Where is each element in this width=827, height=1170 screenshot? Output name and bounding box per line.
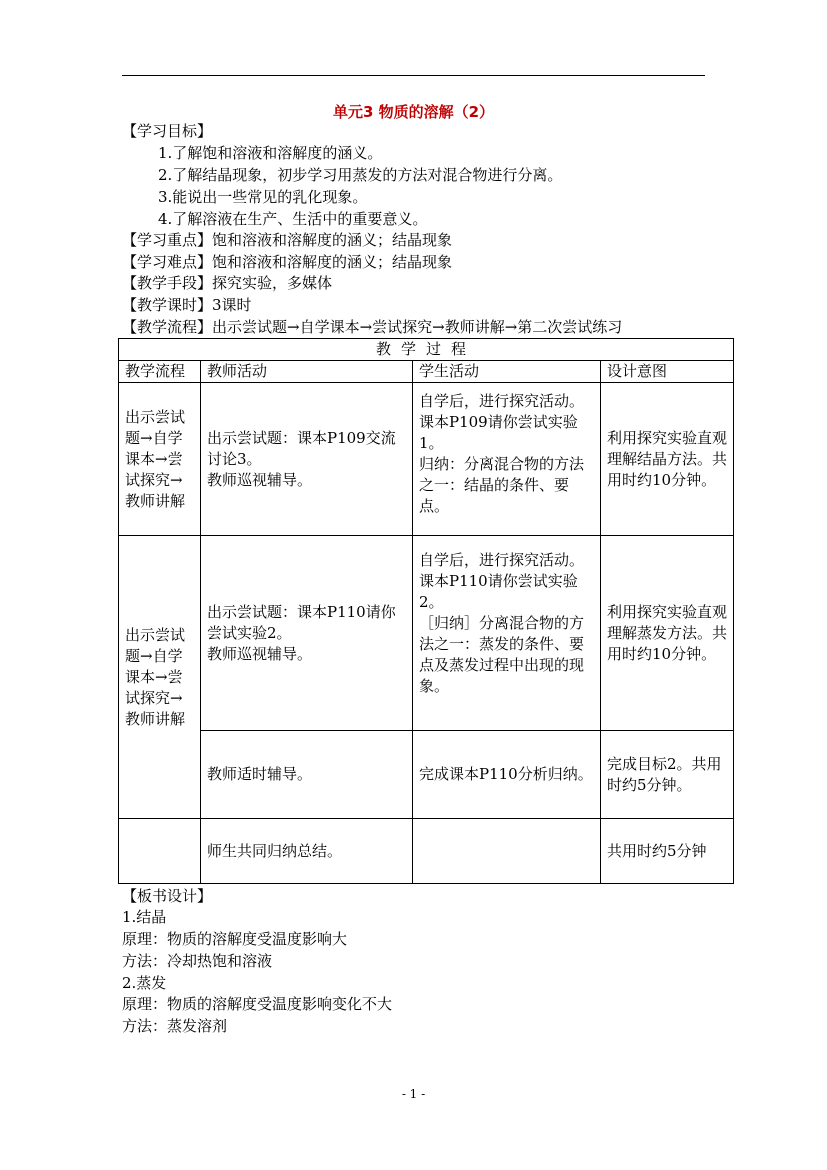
table-row (119, 383, 734, 536)
meta-label: 【教学手段】 (122, 274, 213, 292)
meta-periods (122, 295, 252, 316)
intent-cell: 共用时约5分钟 (601, 819, 734, 884)
objectives-heading: 【学习目标】 (122, 122, 213, 140)
header-student: 学生活动 (413, 361, 601, 383)
student-cell: 自学后，进行探究活动。课本P110请你尝试实验2。 ［归纳］分离混合物的方法之一：蒸发的条件、要点及蒸发过程中出现的现象。 (413, 536, 601, 731)
table-row (119, 819, 734, 884)
board-line-5: 原理：物质的溶解度受温度影响变化不大 (122, 995, 393, 1013)
meta-value: 3课时 (212, 296, 252, 314)
table-row (119, 536, 734, 731)
header-rule (122, 75, 705, 76)
board-line-1: 1.结晶 (122, 908, 167, 926)
page-number: - 1 - (401, 1087, 426, 1101)
objective-item-3: 3.能说出一些常见的乳化现象。 (158, 188, 368, 206)
intent-cell: 利用探究实验直观理解结晶方法。共用时约10分钟。 (601, 383, 734, 536)
meta-flow (122, 317, 622, 338)
student-cell (413, 819, 601, 884)
table-header-row (119, 361, 734, 383)
teacher-cell: 出示尝试题：课本P109交流讨论3。 教师巡视辅导。 (201, 383, 413, 536)
meta-value: 出示尝试题→自学课本→尝试探究→教师讲解→第二次尝试练习 (212, 318, 623, 336)
table-row (119, 731, 734, 819)
meta-label: 【学习重点】 (122, 231, 213, 249)
header-teacher: 教师活动 (201, 361, 413, 383)
meta-value: 饱和溶液和溶解度的涵义；结晶现象 (212, 253, 453, 271)
flow-cell: 出示尝试题→自学课本→尝试探究→教师讲解 (119, 536, 201, 819)
flow-cell: 出示尝试题→自学课本→尝试探究→教师讲解 (119, 383, 201, 536)
meta-value: 探究实验，多媒体 (212, 274, 333, 292)
teacher-cell: 出示尝试题：课本P110请你尝试实验2。 教师巡视辅导。 (201, 536, 413, 731)
board-line-6: 方法：蒸发溶剂 (122, 1017, 228, 1035)
student-cell: 完成课本P110分析归纳。 (413, 731, 601, 819)
meta-methods (122, 273, 332, 294)
flow-cell (119, 819, 201, 884)
meta-label: 【学习难点】 (122, 253, 213, 271)
table-caption: 教学过程 (119, 339, 734, 361)
page-title: 单元3 物质的溶解（2） (332, 103, 495, 121)
objective-item-4: 4.了解溶液在生产、生活中的重要意义。 (158, 210, 428, 228)
teacher-cell: 师生共同归纳总结。 (201, 819, 413, 884)
table-caption-row (119, 339, 734, 361)
meta-label: 【教学流程】 (122, 318, 213, 336)
objective-item-2: 2.了解结晶现象，初步学习用蒸发的方法对混合物进行分离。 (158, 166, 563, 184)
teacher-cell: 教师适时辅导。 (201, 731, 413, 819)
board-heading: 【板书设计】 (122, 887, 213, 905)
meta-label: 【教学课时】 (122, 296, 213, 314)
meta-key-points (122, 230, 452, 251)
meta-difficulties (122, 252, 452, 273)
meta-value: 饱和溶液和溶解度的涵义；结晶现象 (212, 231, 453, 249)
intent-cell: 完成目标2。共用时约5分钟。 (601, 731, 734, 819)
student-cell: 自学后，进行探究活动。课本P109请你尝试实验1。 归纳：分离混合物的方法之一：结晶的条件、要点。 (413, 383, 601, 536)
board-line-4: 2.蒸发 (122, 974, 167, 992)
board-line-2: 原理：物质的溶解度受温度影响大 (122, 930, 348, 948)
board-line-3: 方法：冷却热饱和溶液 (122, 952, 273, 970)
objective-item-1: 1.了解饱和溶液和溶解度的涵义。 (158, 144, 383, 162)
header-intent: 设计意图 (601, 361, 734, 383)
intent-cell: 利用探究实验直观理解蒸发方法。共用时约10分钟。 (601, 536, 734, 731)
teaching-process-table (118, 338, 734, 884)
header-flow: 教学流程 (119, 361, 201, 383)
